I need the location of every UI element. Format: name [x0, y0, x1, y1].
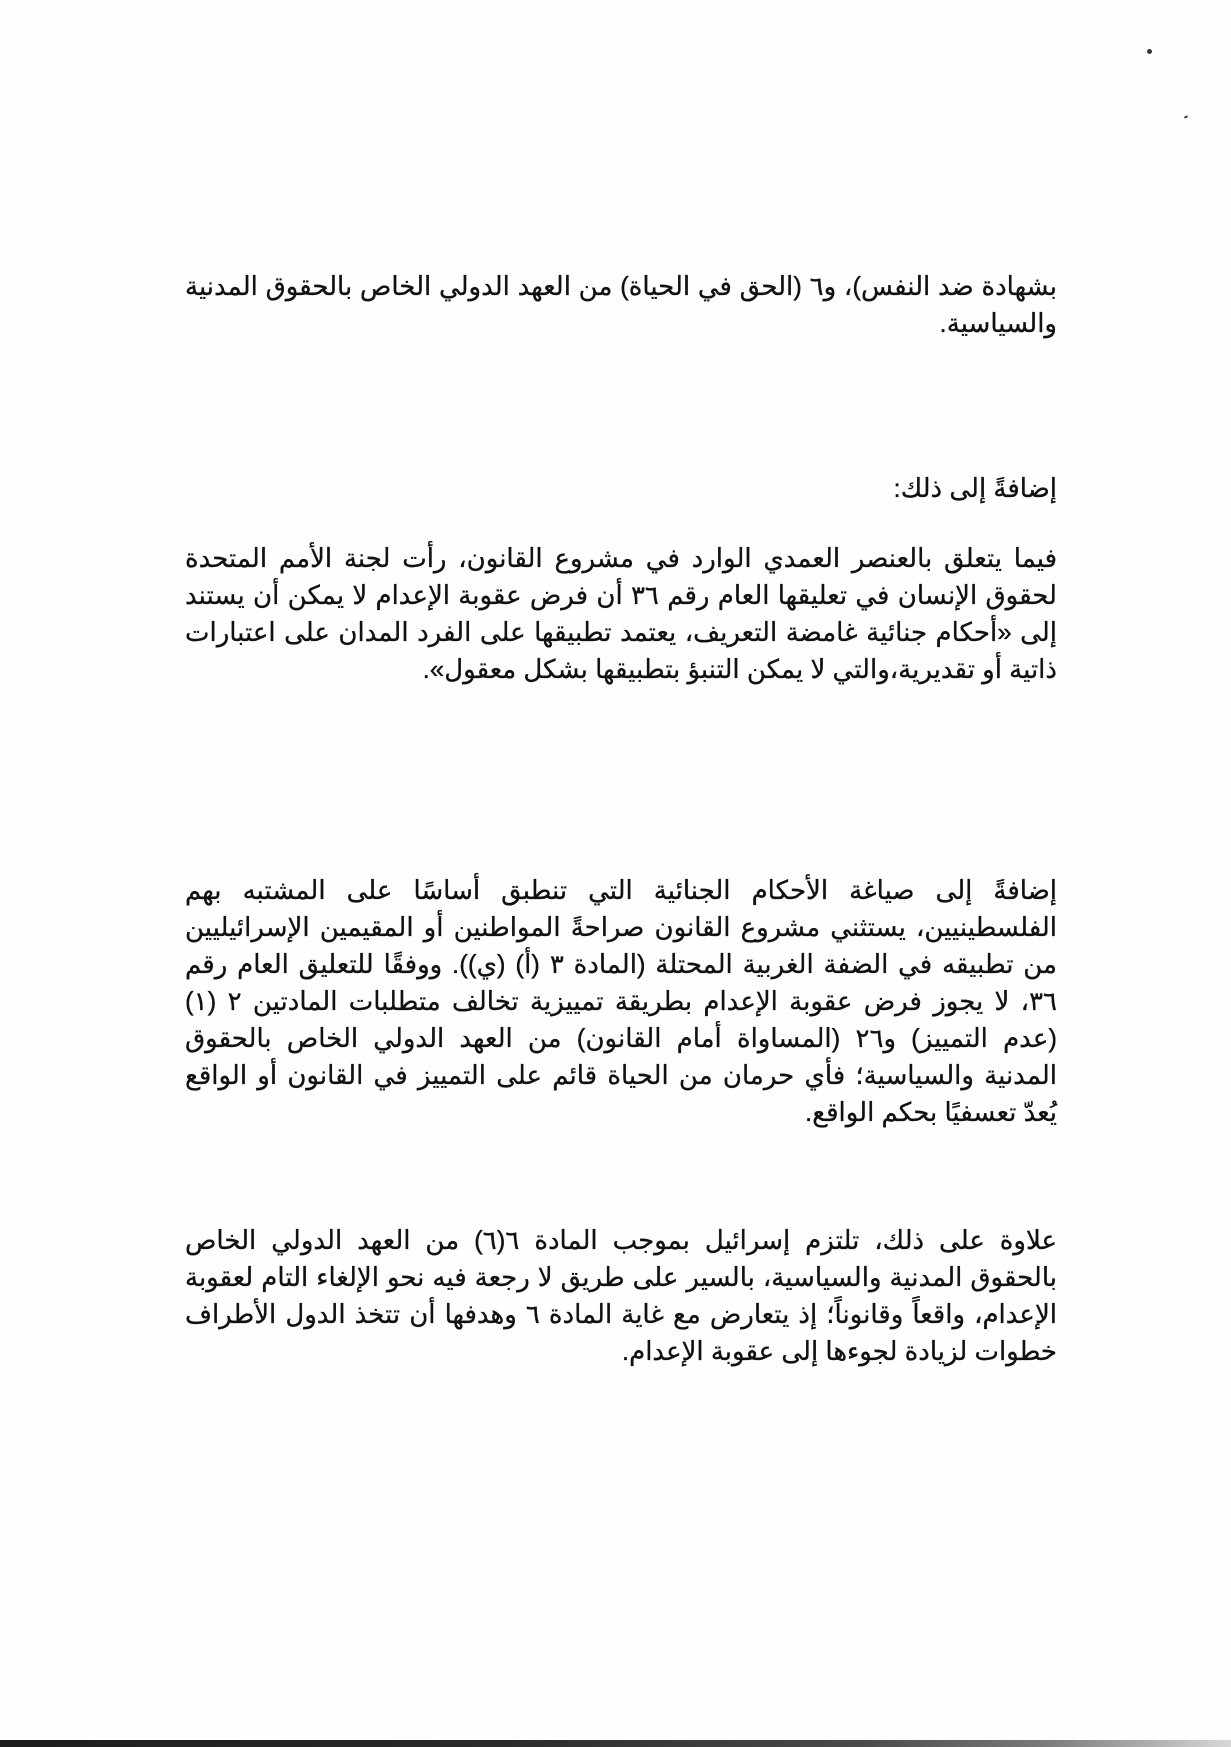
scan-bottom-edge	[0, 1740, 1231, 1747]
paragraph-intent-element	[185, 540, 1057, 688]
scan-speck	[1147, 49, 1152, 54]
scan-speck	[1184, 115, 1188, 119]
paragraph-text: إضافةً إلى صياغة الأحكام الجنائية التي تنطبق أساسًا على المشتبه بهم الفلسطينيين، يستثني مشروع القانون صراحةً المواطنين أو المقيمين الإسرائيليين من تطبيقه في الضفة الغربية المحتلة (المادة ٣ (أ) (ي)). ووفقًا للتعليق العام رقم ٣٦، لا يجوز فرض عقوبة الإعدام بطريقة تمييزية تخالف متطلبات المادتين ٢ (١) (عدم التمييز) و٢٦ (المساواة أمام القانون) من العهد الدولي الخاص بالحقوق المدنية والسياسية؛ فأي حرمان من الحياة قائم على التمييز في القانون أو الواقع يُعدّ تعسفيًا بحكم الواقع.	[185, 875, 1058, 1127]
section-lead-in	[185, 470, 1057, 507]
paragraph-discrimination	[185, 872, 1057, 1131]
lead-in-text: إضافةً إلى ذلك:	[893, 473, 1057, 503]
paragraph-text: فيما يتعلق بالعنصر العمدي الوارد في مشروع القانون، رأت لجنة الأمم المتحدة لحقوق الإنسان في تعليقها العام رقم ٣٦ أن فرض عقوبة الإعدام لا يمكن أن يستند إلى «أحكام جنائية غامضة التعريف، يعتمد تطبيقها على الفرد المدان على اعتبارات ذاتية أو تقديرية،والتي لا يمكن التنبؤ بتطبيقها بشكل معقول».	[185, 543, 1058, 684]
paragraph-text: علاوة على ذلك، تلتزم إسرائيل بموجب المادة ٦(٦) من العهد الدولي الخاص بالحقوق المدنية والسياسية، بالسير على طريق لا رجعة فيه نحو الإلغاء التام لعقوبة الإعدام، واقعاً وقانوناً؛ إذ يتعارض مع غاية المادة ٦ وهدفها أن تتخذ الدول الأطراف خطوات لزيادة لجوءها إلى عقوبة الإعدام.	[185, 1225, 1058, 1366]
paragraph-text: بشهادة ضد النفس)، و٦ (الحق في الحياة) من العهد الدولي الخاص بالحقوق المدنية والسياسية.	[185, 271, 1057, 338]
paragraph-continuation	[185, 268, 1057, 342]
paragraph-abolition-obligation	[185, 1222, 1057, 1370]
